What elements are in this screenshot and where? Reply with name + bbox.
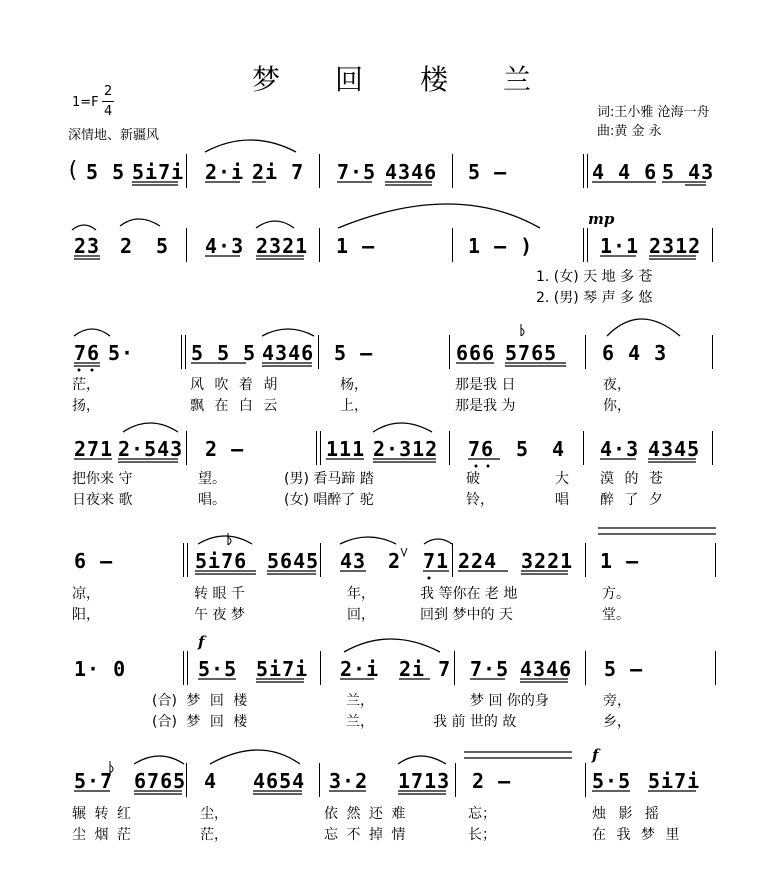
lyric-1: 方。: [602, 586, 630, 602]
barline: [181, 335, 182, 369]
lyric-1: (合) 梦 回 楼: [152, 693, 248, 709]
note-group: 5·5: [198, 657, 238, 681]
lyric-2: 扬，: [72, 398, 100, 414]
note-group: 7·5: [337, 160, 377, 184]
note-group: 666: [456, 341, 496, 365]
barline: [585, 543, 586, 577]
lyric-1: 旁，: [603, 693, 631, 709]
barline: [585, 651, 586, 685]
barline: [186, 228, 187, 262]
barline: [187, 651, 188, 685]
lyric-2: (女) 唱醉了 驼: [284, 492, 374, 508]
note-group: 5 –: [604, 657, 644, 681]
lyric-2: 阳，: [72, 607, 100, 623]
note-group: 1713: [398, 769, 451, 793]
barline: [316, 431, 317, 465]
lyric-1: 我 等你在 老 地: [420, 586, 518, 602]
barline: [320, 431, 321, 465]
note-group: 1 –: [336, 234, 376, 258]
note-group: 111: [326, 437, 366, 461]
time-signature-top: 2: [104, 84, 113, 99]
lyric-1: 夜，: [603, 377, 631, 393]
lyric-verse-1: 1. (女) 天 地 多 苍: [536, 269, 653, 285]
barline: [449, 431, 450, 465]
lyric-1: 转 眼 千: [194, 586, 245, 602]
barline: [583, 431, 584, 465]
note-group: 2312: [649, 234, 702, 258]
lyric-1: 茫，: [72, 377, 100, 393]
title-char-1: 梦: [252, 63, 281, 96]
note-group: 5645: [267, 549, 320, 573]
note-group: 23: [74, 234, 101, 258]
note-group: 2·i: [205, 160, 245, 184]
note-group: 4346: [385, 160, 438, 184]
dynamic-mp: mp: [588, 210, 615, 228]
lyric-1: 把你来 守: [72, 471, 133, 487]
slur: [205, 140, 296, 152]
composer: 曲:黄 金 永: [597, 124, 662, 139]
lyric-2: 唱。: [198, 492, 226, 508]
barline: [712, 335, 713, 369]
note-group: 5·7: [74, 769, 114, 793]
note-group: 2: [388, 549, 402, 573]
lyric-1: 漠 的 苍: [600, 471, 663, 487]
lyric-1: 依 然 还 难: [324, 806, 406, 822]
lyric-1: 大: [555, 471, 569, 487]
note-group: 76: [468, 437, 495, 461]
barline: [319, 763, 320, 797]
barline: [583, 154, 584, 188]
note-group: 1· 0: [74, 657, 127, 681]
title-char-2: 回: [335, 63, 364, 96]
time-signature-bottom: 4: [104, 104, 113, 119]
barline: [186, 154, 187, 188]
note-group: 4345: [648, 437, 701, 461]
note-group: 2·543: [118, 437, 184, 461]
note-group: 4346: [520, 657, 573, 681]
note-group: 1·1: [600, 234, 640, 258]
note-group: 4346: [262, 341, 315, 365]
barline: [320, 651, 321, 685]
lyric-2: 茫，: [200, 827, 228, 843]
lyric-1: 兰，: [346, 693, 374, 709]
note-group: 2 –: [205, 437, 245, 461]
note-group: 5 43: [662, 160, 715, 184]
note-group: 4: [552, 437, 566, 461]
note-group: 5 –: [468, 160, 508, 184]
note-group: 71: [423, 549, 450, 573]
note-group: 1 –: [600, 549, 640, 573]
note-group: 5765: [505, 341, 558, 365]
barline: [318, 335, 319, 369]
lyric-2: 我 前 世的 故: [433, 714, 517, 730]
barline: [455, 763, 456, 797]
lyric-2: 在 我 梦 里: [592, 827, 680, 843]
note-group: 3221: [521, 549, 574, 573]
lyricist: 词:王小雅 沧海一舟: [597, 105, 710, 120]
dynamic-f: f: [198, 633, 205, 651]
lyric-2: 忘 不 掉 情: [324, 827, 406, 843]
note-group: 7·5: [470, 657, 510, 681]
note-group: 2 –: [472, 769, 512, 793]
lyric-1: 杨，: [340, 377, 368, 393]
note-group: 4654: [253, 769, 306, 793]
note-group: 2i 7: [399, 657, 452, 681]
barline: [320, 543, 321, 577]
key-signature: 1=F: [72, 95, 99, 110]
lyric-2: 堂。: [602, 607, 630, 623]
note-group: 5i7i: [256, 657, 309, 681]
lyric-1: (男) 看马蹄 踏: [284, 471, 374, 487]
barline: [454, 651, 455, 685]
note-group: 2321: [256, 234, 309, 258]
barline: [452, 154, 453, 188]
expression-mark: 深情地、新疆风: [68, 128, 160, 143]
lyric-1: 烛 影 摇: [592, 806, 659, 822]
note-group: 2·i: [340, 657, 380, 681]
barline: [452, 228, 453, 262]
barline: [585, 763, 586, 797]
note-group: 2·312: [373, 437, 439, 461]
note-group: 6 4 3: [602, 341, 668, 365]
note-group: 224: [458, 549, 498, 573]
barline: [186, 431, 187, 465]
note-group: 1 – ): [468, 234, 534, 258]
lyric-2: 上，: [340, 398, 368, 414]
lyric-2: 日夜来 歌: [72, 492, 133, 508]
note-group: 2i 7: [252, 160, 305, 184]
barline: [587, 154, 588, 188]
barline: [712, 431, 713, 465]
lyric-1: 尘，: [200, 806, 228, 822]
note-group: 5 –: [334, 341, 374, 365]
note-group: 5 5 5: [191, 341, 257, 365]
lyric-2: 长；: [468, 827, 496, 843]
note-group: 76: [74, 341, 101, 365]
note-group: 5: [516, 437, 530, 461]
note-group: 6765: [134, 769, 187, 793]
repeat-open: (: [66, 158, 81, 183]
barline: [183, 651, 184, 685]
note-group: 4·3: [600, 437, 640, 461]
note-group: 5·: [108, 341, 135, 365]
lyric-1: 辗 转 红: [72, 806, 131, 822]
lyric-1: 梦 回 你的身: [470, 693, 549, 709]
lyric-1: 凉，: [72, 586, 100, 602]
lyric-2: 兰，: [346, 714, 374, 730]
lyric-1: 年，: [347, 586, 375, 602]
barline: [319, 154, 320, 188]
note-group: 3·2: [329, 769, 369, 793]
lyric-2: 尘 烟 茫: [72, 827, 131, 843]
lyric-1: 风 吹 着 胡: [190, 377, 278, 393]
title-char-3: 楼: [420, 63, 449, 96]
lyric-2: 乡，: [603, 714, 631, 730]
lyric-1: 忘；: [468, 806, 496, 822]
lyric-2: 唱: [555, 492, 569, 508]
barline: [187, 543, 188, 577]
barline: [452, 543, 453, 577]
lyric-2: 飘 在 白 云: [190, 398, 278, 414]
barline: [583, 228, 584, 262]
barline: [715, 543, 716, 577]
lyric-2: 那是我 为: [455, 398, 516, 414]
note-group: 2: [120, 234, 134, 258]
lyric-verse-2: 2. (男) 琴 声 多 悠: [536, 290, 653, 306]
note-group: 4: [204, 769, 218, 793]
note-group: 4 4 6: [592, 160, 658, 184]
note-group: 4·3: [205, 234, 245, 258]
lyric-2: 回，: [347, 607, 375, 623]
lyric-2: 回到 梦中的 天: [420, 607, 513, 623]
barline: [185, 335, 186, 369]
lyric-2: 你，: [603, 398, 631, 414]
lyric-1: 破: [466, 471, 480, 487]
note-group: 6 –: [74, 549, 114, 573]
lyric-2: 醉 了 夕: [600, 492, 663, 508]
barline: [715, 651, 716, 685]
note-group: 5i76: [195, 549, 248, 573]
barline: [587, 228, 588, 262]
barline: [712, 228, 713, 262]
note-group: 5 5: [86, 160, 126, 184]
note-group: 5: [156, 234, 170, 258]
barline: [186, 763, 187, 797]
time-signature-line: [102, 101, 114, 102]
barline: [585, 335, 586, 369]
lyric-1: 那是我 日: [455, 377, 516, 393]
barline: [183, 543, 184, 577]
note-group: 5i7i: [648, 769, 701, 793]
lyric-2: 午 夜 梦: [194, 607, 245, 623]
dynamic-f: f: [592, 746, 599, 764]
barline: [449, 335, 450, 369]
lyric-2: (合) 梦 回 楼: [152, 714, 248, 730]
title-char-4: 兰: [503, 63, 532, 96]
note-group: 43: [340, 549, 367, 573]
note-group: 5i7i: [132, 160, 185, 184]
barline: [319, 228, 320, 262]
note-group: 271: [74, 437, 114, 461]
lyric-1: 望。: [198, 471, 226, 487]
note-group: 5·5: [592, 769, 632, 793]
lyric-2: 铃，: [466, 492, 494, 508]
